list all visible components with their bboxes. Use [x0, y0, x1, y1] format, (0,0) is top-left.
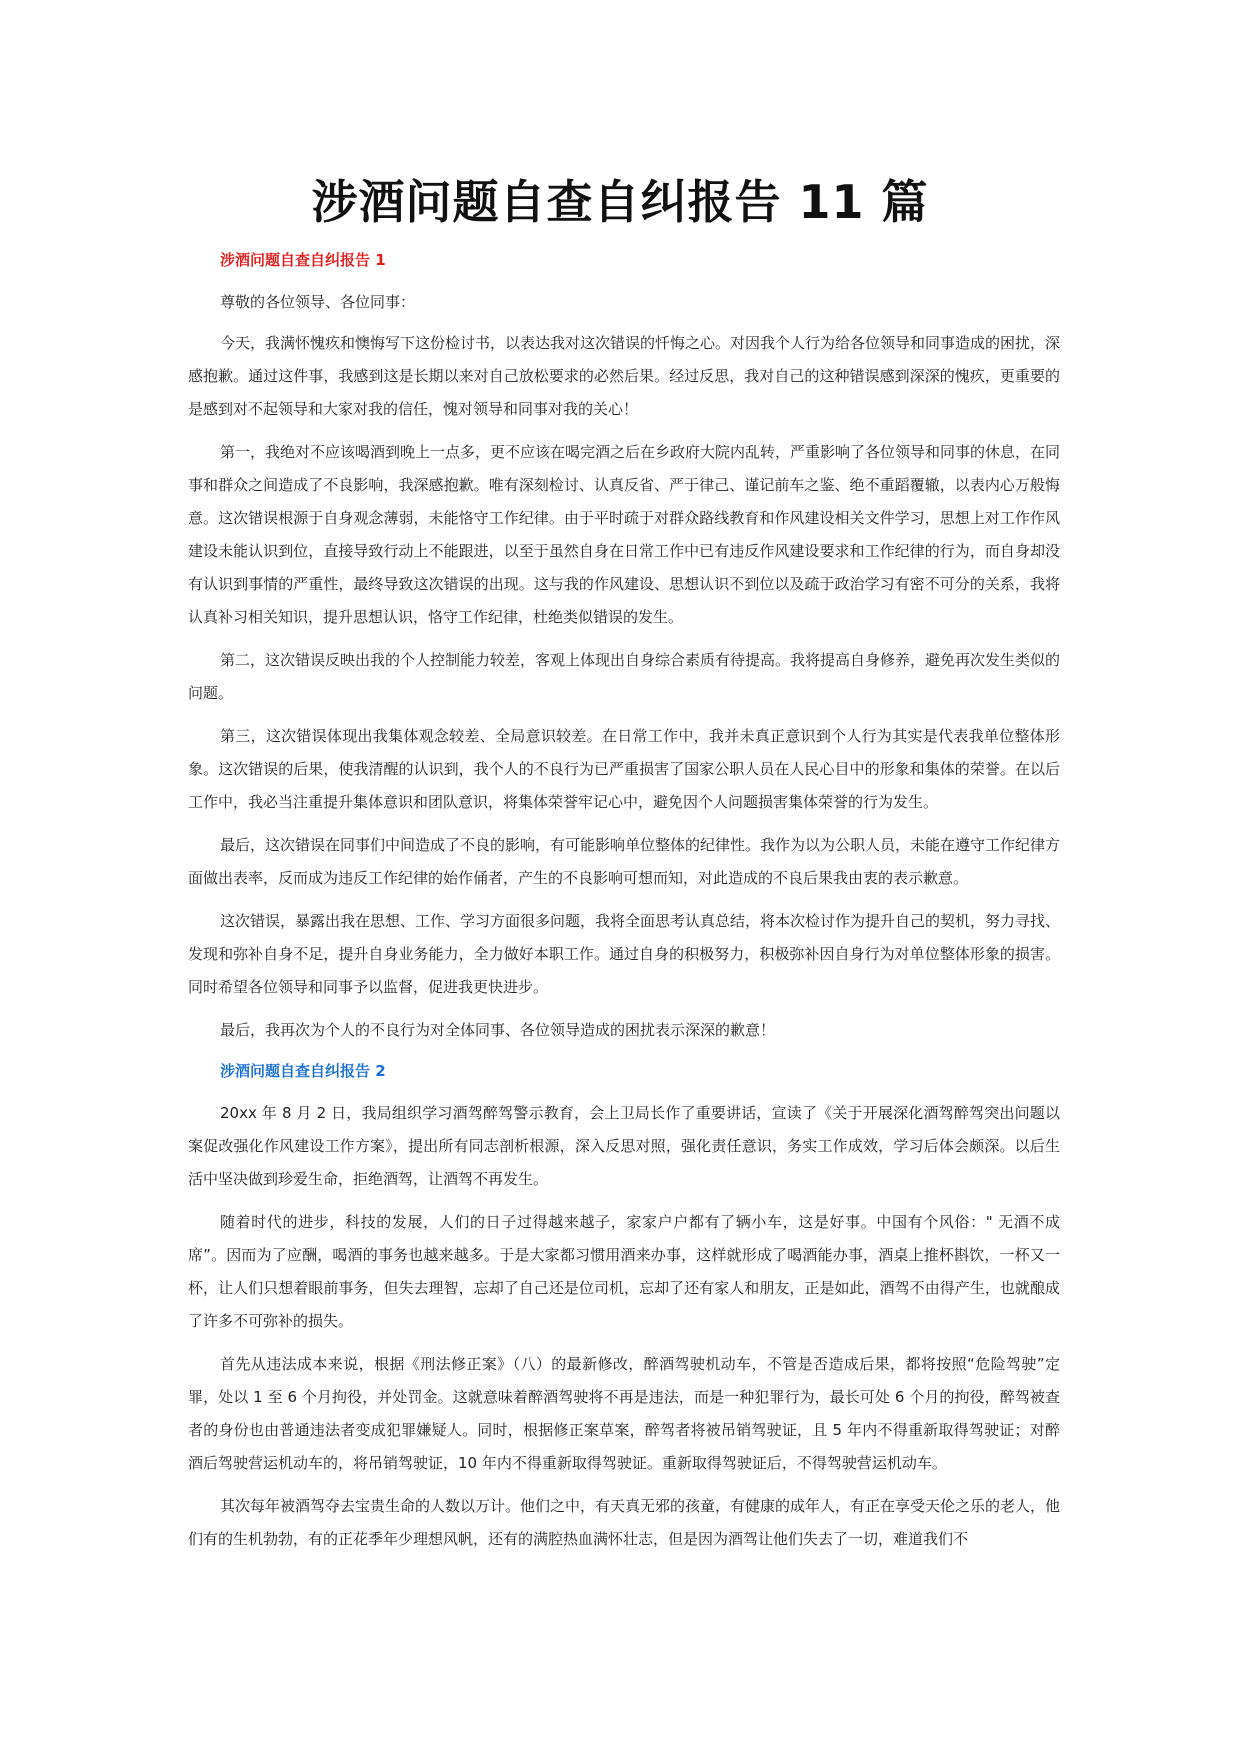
paragraph: 第三，这次错误体现出我集体观念较差、全局意识较差。在日常工作中，我并未真正意识到个人行为其实是代表我单位整体形象。这次错误的后果，使我清醒的认识到，我个人的不良行为已严重损害了国家公职人员在人民心目中的形象和集体的荣誉。在以后工作中，我必当注重提升集体意识和团队意识，将集体荣誉牢记心中，避免因个人问题损害集体荣誉的行为发生。: [188, 727, 1060, 811]
paragraph: 第二，这次错误反映出我的个人控制能力较差，客观上体现出自身综合素质有待提高。我将提高自身修养，避免再次发生类似的问题。: [188, 651, 1061, 702]
report-section-1: [188, 246, 1060, 1047]
report-section-2: [188, 1057, 1060, 1556]
paragraph: 其次每年被酒驾夺去宝贵生命的人数以万计。他们之中，有天真无邪的孩童，有健康的成年人，有正在享受天伦之乐的老人，他们有的生机勃勃，有的正花季年少理想风帆，还有的满腔热血满怀壮志，但是因为酒驾让他们失去了一切，难道我们不: [188, 1497, 1061, 1548]
salutation: 尊敬的各位领导、各位同事：: [220, 293, 416, 311]
paragraph: 第一，我绝对不应该喝酒到晚上一点多，更不应该在喝完酒之后在乡政府大院内乱转，严重影响了各位领导和同事的休息，在同事和群众之间造成了不良影响，我深感抱歉。唯有深刻检讨、认真反省、严于律己、谨记前车之鉴、绝不重蹈覆辙，以表内心万般悔意。这次错误根源于自身观念薄弱，未能恪守工作纪律。由于平时疏于对群众路线教育和作风建设相关文件学习，思想上对工作作风建设未能认识到位，直接导致行动上不能跟进，以至于虽然自身在日常工作中已有违反作风建设要求和工作纪律的行为，而自身却没有认识到事情的严重性，最终导致这次错误的出现。这与我的作风建设、思想认识不到位以及疏于政治学习有密不可分的关系，我将认真补习相关知识，提升思想认识，恪守工作纪律，杜绝类似错误的发生。: [188, 443, 1061, 626]
paragraph: 今天，我满怀愧疚和懊悔写下这份检讨书，以表达我对这次错误的忏悔之心。对因我个人行为给各位领导和同事造成的困扰，深感抱歉。通过这件事，我感到这是长期以来对自己放松要求的必然后果。经过反思，我对自己的这种错误感到深深的愧疚，更重要的是感到对不起领导和大家对我的信任，愧对领导和同事对我的关心！: [188, 334, 1061, 418]
paragraph: 这次错误，暴露出我在思想、工作、学习方面很多问题，我将全面思考认真总结，将本次检讨作为提升自己的契机，努力寻找、发现和弥补自身不足，提升自身业务能力，全力做好本职工作。通过自身的积极努力，积极弥补因自身行为对单位整体形象的损害。同时希望各位领导和同事予以监督，促进我更快进步。: [188, 912, 1061, 996]
document-body: [188, 246, 1060, 1566]
paragraph: 最后，我再次为个人的不良行为对全体同事、各位领导造成的困扰表示深深的歉意！: [220, 1021, 776, 1039]
paragraph: 最后，这次错误在同事们中间造成了不良的影响，有可能影响单位整体的纪律性。我作为以为公职人员，未能在遵守工作纪律方面做出表率，反而成为违反工作纪律的始作俑者，产生的不良影响可想而知，对此造成的不良后果我由衷的表示歉意。: [188, 836, 1061, 887]
section-heading-2: 涉酒问题自查自纠报告 2: [220, 1062, 386, 1080]
paragraph: 20xx 年 8 月 2 日，我局组织学习酒驾醉驾警示教育，会上卫局长作了重要讲话，宣读了《关于开展深化酒驾醉驾突出问题以案促改强化作风建设工作方案》，提出所有同志剖析根源，深入反思对照，强化责任意识，务实工作成效，学习后体会颇深。以后生活中坚决做到珍爱生命，拒绝酒驾，让酒驾不再发生。: [188, 1104, 1060, 1188]
section-heading-1: 涉酒问题自查自纠报告 1: [220, 251, 386, 269]
document-title: 涉酒问题自查自纠报告 11 篇: [311, 175, 929, 229]
paragraph: 随着时代的进步，科技的发展，人们的日子过得越来越子，家家户户都有了辆小车，这是好事。中国有个风俗：" 无酒不成席”。因而为了应酬，喝酒的事务也越来越多。于是大家都习惯用酒来办事，这样就形成了喝酒能办事，酒桌上推杯斟饮，一杯又一杯，让人们只想着眼前事务，但失去理智，忘却了自己还是位司机，忘却了还有家人和朋友，正是如此，酒驾不由得产生，也就酿成了许多不可弥补的损失。: [188, 1213, 1060, 1330]
paragraph: 首先从违法成本来说，根据《刑法修正案》（八）的最新修改，醉酒驾驶机动车，不管是否造成后果，都将按照“危险驾驶”定罪，处以 1 至 6 个月拘役，并处罚金。这就意味着醉酒驾驶将不再是违法，而是一种犯罪行为，最长可处 6 个月的拘役，醉驾被查者的身份也由普通违法者变成犯罪嫌疑人。同时，根据修正案草案，醉驾者将被吊销驾驶证，且 5 年内不得重新取得驾驶证；对醉酒后驾驶营运机动车的，将吊销驾驶证，10 年内不得重新取得驾驶证。重新取得驾驶证后，不得驾驶营运机动车。: [188, 1355, 1060, 1472]
